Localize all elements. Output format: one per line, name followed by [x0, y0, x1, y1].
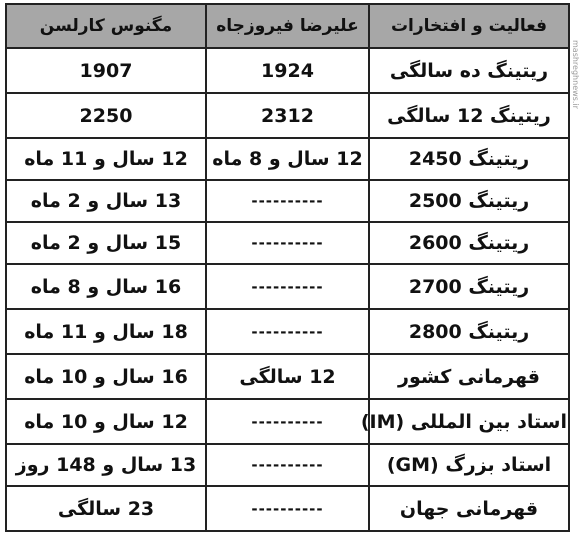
table-row [6, 93, 569, 138]
achievement-cell: استاد بین المللی (IM) [369, 399, 569, 444]
carlsen-cell: 2250 [6, 93, 206, 138]
carlsen-cell: 13 سال و 2 ماه [6, 180, 206, 222]
achievement-cell: قهرمانی کشور [369, 354, 569, 399]
header-firouzja: علیرضا فیروزجاه [206, 4, 369, 48]
achievement-cell: استاد بزرگ (GM) [369, 444, 569, 486]
firouzja-cell: 12 سال و 8 ماه [206, 138, 369, 180]
comparison-table [5, 3, 570, 532]
table-row [6, 399, 569, 444]
header-achievements: فعالیت و افتخارات [369, 4, 569, 48]
achievement-cell: ریتینگ 2600 [369, 222, 569, 264]
achievement-cell: ریتینگ 2800 [369, 309, 569, 354]
carlsen-cell: 18 سال و 11 ماه [6, 309, 206, 354]
carlsen-cell: 15 سال و 2 ماه [6, 222, 206, 264]
firouzja-cell: ---------- [206, 222, 369, 264]
firouzja-cell: ---------- [206, 444, 369, 486]
table-row [6, 444, 569, 486]
achievement-cell: قهرمانی جهان [369, 486, 569, 531]
achievement-cell: ریتینگ ده سالگی [369, 48, 569, 93]
table-row [6, 486, 569, 531]
achievement-cell: ریتینگ 2700 [369, 264, 569, 309]
table-row [6, 48, 569, 93]
table-row [6, 180, 569, 222]
carlsen-cell: 23 سالگی [6, 486, 206, 531]
firouzja-cell: ---------- [206, 180, 369, 222]
firouzja-cell: ---------- [206, 486, 369, 531]
firouzja-cell: ---------- [206, 309, 369, 354]
carlsen-cell: 13 سال و 148 روز [6, 444, 206, 486]
site-watermark: mashreghnews.ir [571, 40, 580, 109]
header-carlsen: مگنوس کارلسن [6, 4, 206, 48]
table-header-row [6, 4, 569, 48]
achievement-cell: ریتینگ 12 سالگی [369, 93, 569, 138]
firouzja-cell: 1924 [206, 48, 369, 93]
firouzja-cell: 2312 [206, 93, 369, 138]
carlsen-cell: 12 سال و 10 ماه [6, 399, 206, 444]
achievement-cell: ریتینگ 2450 [369, 138, 569, 180]
table-row [6, 138, 569, 180]
carlsen-cell: 16 سال و 10 ماه [6, 354, 206, 399]
table-row [6, 222, 569, 264]
carlsen-cell: 1907 [6, 48, 206, 93]
table-row [6, 309, 569, 354]
firouzja-cell: 12 سالگی [206, 354, 369, 399]
carlsen-cell: 16 سال و 8 ماه [6, 264, 206, 309]
firouzja-cell: ---------- [206, 264, 369, 309]
firouzja-cell: ---------- [206, 399, 369, 444]
table-row [6, 354, 569, 399]
carlsen-cell: 12 سال و 11 ماه [6, 138, 206, 180]
table-row [6, 264, 569, 309]
achievement-cell: ریتینگ 2500 [369, 180, 569, 222]
comparison-table-container [5, 3, 568, 532]
